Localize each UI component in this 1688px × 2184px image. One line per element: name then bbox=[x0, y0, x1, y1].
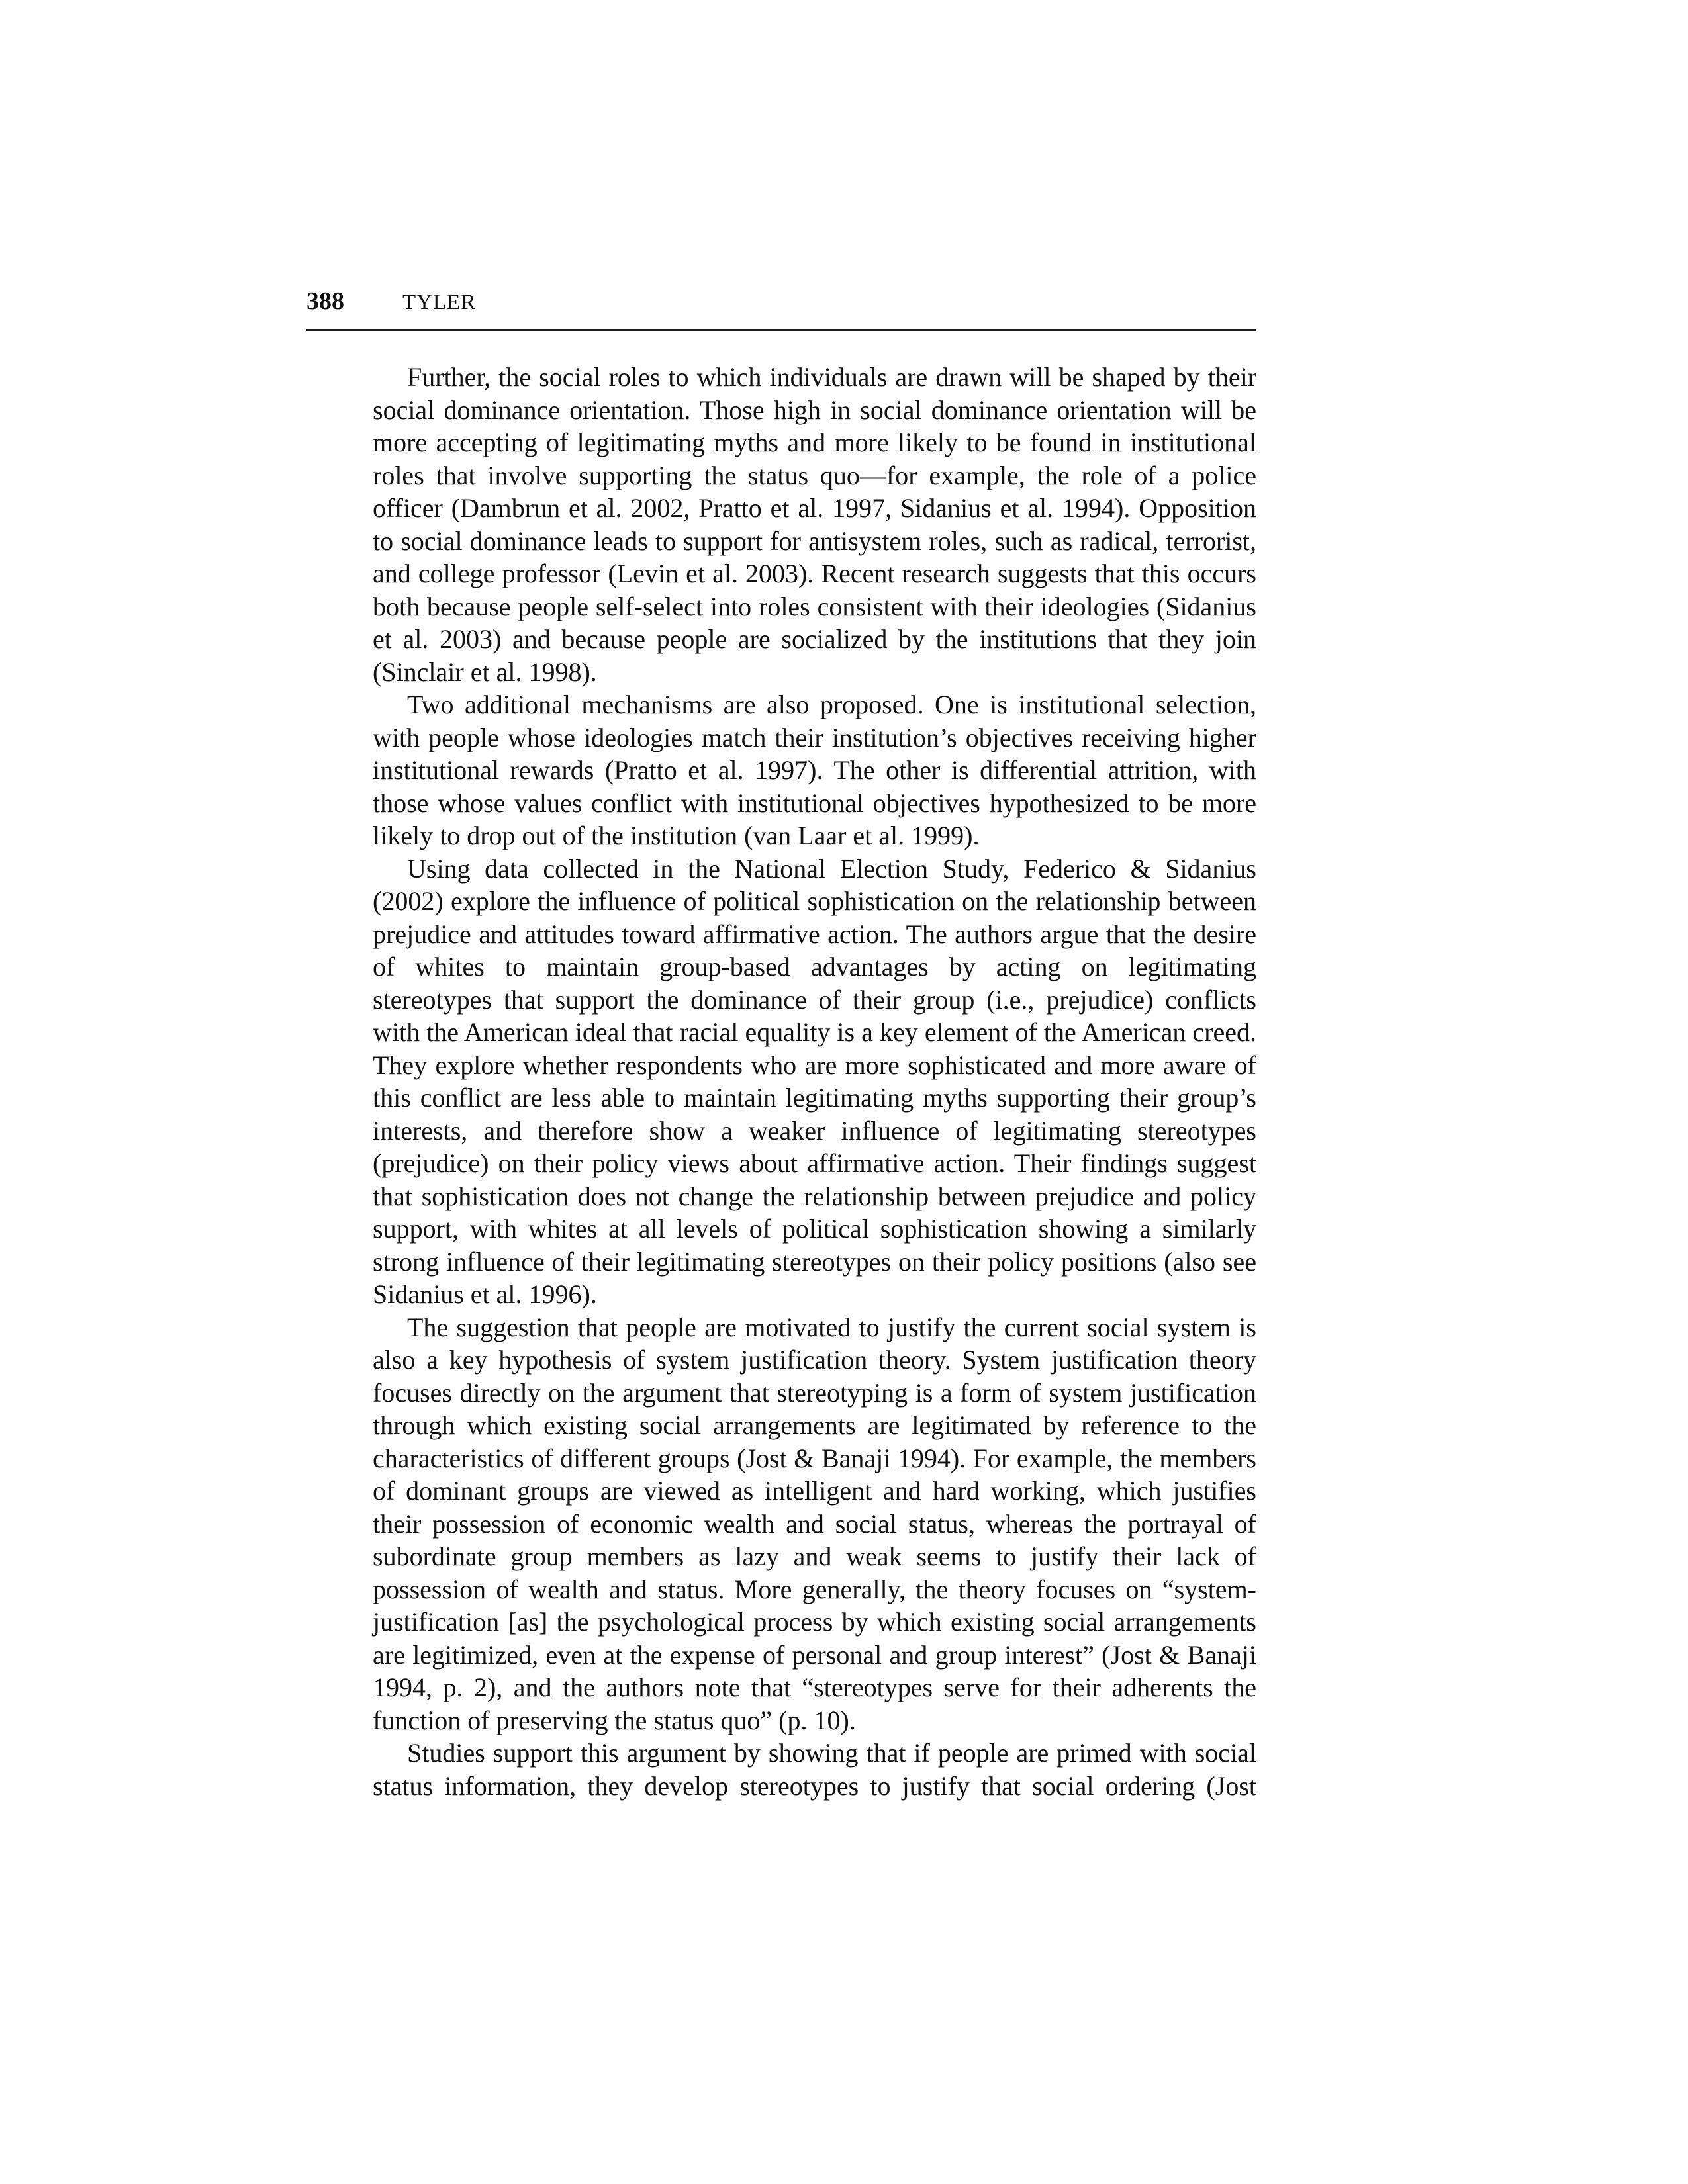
paragraph-system-justification: The suggestion that people are motivated to justify the current social system is also a key hypothesis of system justification theory. System justification theory focuses directly on the argument that stereotyping is a form of system justification through which existing social arrangements are legitimated by reference to the characteristics of different groups (Jost & Banaji 1994). For example, the members of dominant groups are viewed as intelligent and hard working, which justifies their possession of economic wealth and social status, whereas the portrayal of subordinate group members as lazy and weak seems to justify their lack of possession of wealth and status. More generally, the theory focuses on “system-justification [as] the psychological process by which existing social arrangements are legitimized, even at the expense of personal and group interest” (Jost & Banaji 1994, p. 2), and the authors note that “stereotypes serve for their adherents the function of preserving the status quo” (p. 10). bbox=[373, 1312, 1256, 1735]
paragraph-social-roles: Further, the social roles to which individuals are drawn will be shaped by their social dominance orientation. Those high in social dominance orientation will be more accepting of legitimating myths and more likely to be found in institutional roles that involve supporting the status quo—for example, the role of a police officer (Dambrun et al. 2002, Pratto et al. 1997, Sidanius et al. 1994). Opposition to social dominance leads to support for antisystem roles, such as radical, terrorist, and college professor (Levin et al. 2003). Recent research suggests that this occurs both because people self-select into roles consistent with their ideologies (Sidanius et al. 2003) and because people are socialized by the institutions that they join (Sinclair et al. 1998). bbox=[373, 362, 1256, 687]
paragraph-studies-support: Studies support this argument by showing that if people are primed with social status information, they develop stereotypes to justify that social ordering (Jost bbox=[373, 1738, 1256, 1801]
running-title: TYLER bbox=[402, 291, 477, 314]
page-number: 388 bbox=[306, 287, 344, 315]
paragraph-additional-mechanisms: Two additional mechanisms are also proposed. One is institutional selection, with people whose ideologies match their institution’s objectives receiving higher institutional rewards (Pratto et al. 1997). The other is differential attrition, with those whose values conflict with institutional objectives hypothesized to be more likely to drop out of the institution (van Laar et al. 1999). bbox=[373, 690, 1256, 850]
running-head bbox=[306, 287, 1256, 331]
body-text bbox=[373, 361, 1256, 1802]
paragraph-national-election-study: Using data collected in the National Election Study, Federico & Sidanius (2002) explore the influence of political sophistication on the relationship between prejudice and attitudes toward affirmative action. The authors argue that the desire of whites to maintain group-based advantages by acting on legitimating stereotypes that support the dominance of their group (i.e., prejudice) conflicts with the American ideal that racial equality is a key element of the American creed. They explore whether respondents who are more sophisticated and more aware of this conflict are less able to maintain legitimating myths supporting their group’s interests, and therefore show a weaker influence of legitimating stereotypes (prejudice) on their policy views about affirmative action. Their findings suggest that sophistication does not change the relationship between prejudice and policy support, with whites at all levels of political sophistication showing a similarly strong influence of their legitimating stereotypes on their policy positions (also see Sidanius et al. 1996). bbox=[373, 853, 1256, 1309]
